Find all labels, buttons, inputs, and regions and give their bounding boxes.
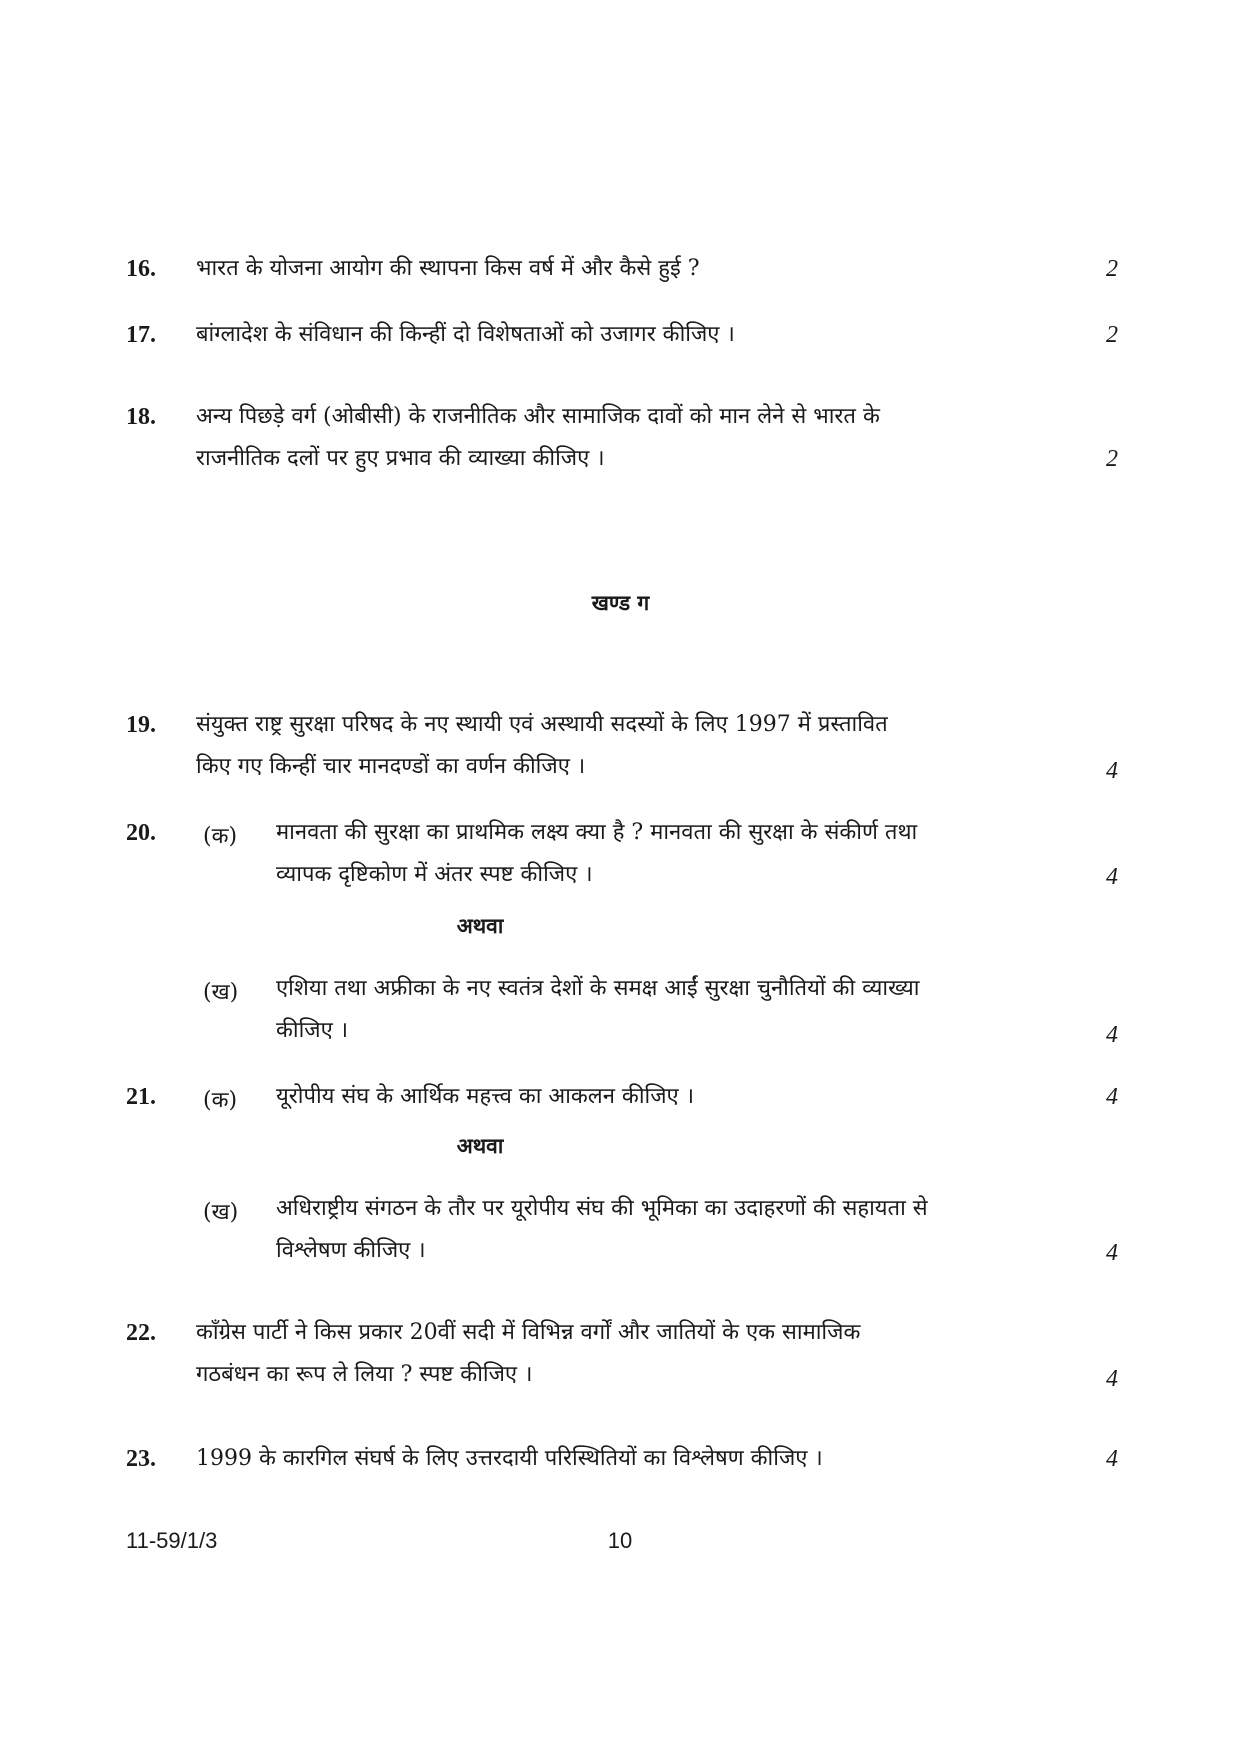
question-number: 16. [126, 256, 156, 282]
question-text: भारत के योजना आयोग की स्थापना किस वर्ष में और कैसे हुई ? [196, 256, 700, 281]
option-label: (ख) [203, 980, 239, 1005]
question-marks: 2 [1106, 446, 1118, 472]
question-marks: 4 [1106, 864, 1118, 890]
question-text: अन्य पिछड़े वर्ग (ओबीसी) के राजनीतिक और सामाजिक दावों को मान लेने से भारत के [196, 404, 880, 429]
question-marks: 4 [1106, 1084, 1118, 1110]
question-marks: 4 [1106, 758, 1118, 784]
or-label: अथवा [456, 1133, 504, 1158]
question-text: यूरोपीय संघ के आर्थिक महत्त्व का आकलन कीजिए । [276, 1084, 695, 1109]
question-marks: 2 [1106, 322, 1118, 348]
question-number: 18. [126, 404, 156, 430]
question-marks: 4 [1106, 1366, 1118, 1392]
option-label: (क) [203, 1088, 238, 1113]
page-number: 10 [607, 1528, 633, 1553]
question-number: 22. [126, 1320, 156, 1346]
question-text: कीजिए । [276, 1018, 349, 1043]
question-text: एशिया तथा अफ्रीका के नए स्वतंत्र देशों के समक्ष आईं सुरक्षा चुनौतियों की व्याख्या [276, 976, 920, 1001]
or-label: अथवा [456, 913, 504, 938]
question-number: 21. [126, 1084, 156, 1110]
question-marks: 2 [1106, 256, 1118, 282]
paper-code: 11-59/1/3 [126, 1528, 218, 1553]
question-marks: 4 [1106, 1022, 1118, 1048]
question-marks: 4 [1106, 1446, 1118, 1472]
question-number: 19. [126, 712, 156, 738]
question-text: संयुक्त राष्ट्र सुरक्षा परिषद के नए स्थायी एवं अस्थायी सदस्यों के लिए 1997 में प्रस्तावित [196, 712, 888, 737]
question-text: काँग्रेस पार्टी ने किस प्रकार 20वीं सदी में विभिन्न वर्गों और जातियों के एक सामाजिक [196, 1320, 861, 1345]
question-number: 20. [126, 820, 156, 846]
question-number: 17. [126, 322, 156, 348]
question-text: विश्लेषण कीजिए । [276, 1238, 426, 1263]
option-label: (क) [203, 824, 238, 849]
question-text: व्यापक दृष्टिकोण में अंतर स्पष्ट कीजिए । [276, 862, 593, 887]
option-label: (ख) [203, 1200, 239, 1225]
question-marks: 4 [1106, 1240, 1118, 1266]
question-text: मानवता की सुरक्षा का प्राथमिक लक्ष्य क्या है ? मानवता की सुरक्षा के संकीर्ण तथा [276, 820, 918, 845]
question-text: राजनीतिक दलों पर हुए प्रभाव की व्याख्या कीजिए । [196, 446, 605, 471]
question-text: गठबंधन का रूप ले लिया ? स्पष्ट कीजिए । [196, 1362, 533, 1387]
question-number: 23. [126, 1446, 156, 1472]
question-text: किए गए किन्हीं चार मानदण्डों का वर्णन कीजिए । [196, 754, 586, 779]
question-text: बांग्लादेश के संविधान की किन्हीं दो विशेषताओं को उजागर कीजिए । [196, 322, 735, 347]
question-text: 1999 के कारगिल संघर्ष के लिए उत्तरदायी परिस्थितियों का विश्लेषण कीजिए । [196, 1446, 823, 1471]
question-text: अधिराष्ट्रीय संगठन के तौर पर यूरोपीय संघ की भूमिका का उदाहरणों की सहायता से [276, 1196, 928, 1221]
section-heading: खण्ड ग [591, 590, 650, 615]
